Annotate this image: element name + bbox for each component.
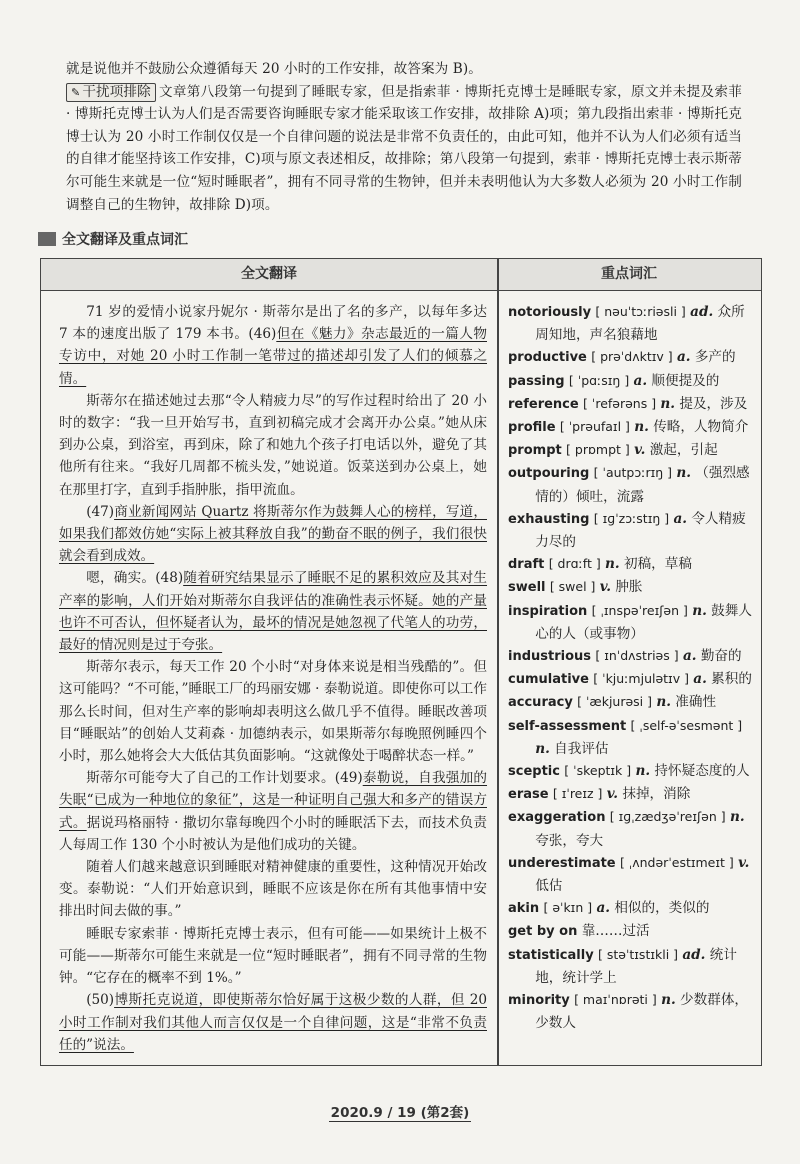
distractor-tag xyxy=(66,83,156,102)
vocab-word: outpouring xyxy=(508,466,590,482)
vocab-entry xyxy=(508,806,756,851)
vocab-definition: 多产的 xyxy=(694,349,736,366)
underlined-answer-46: 但在《魅力》杂志最近的一篇人物专访中，对她 20 小时工作制一笔带过的描述却引发了人们的倾慕之情。 xyxy=(59,326,487,387)
vocab-part-of-speech: v. xyxy=(606,786,619,803)
vocab-part-of-speech: a. xyxy=(676,349,691,366)
vocab-part-of-speech: n. xyxy=(656,694,671,711)
vocab-phonetic: [ nəuˈtɔːriəsli ] xyxy=(595,304,686,319)
vocab-phonetic: [ əˈkɪn ] xyxy=(543,900,593,916)
translation-column xyxy=(59,301,487,1056)
vocab-entry xyxy=(508,393,756,416)
table-header xyxy=(41,259,761,291)
vocab-definition: 传略，人物简介 xyxy=(653,419,749,436)
vocab-entry xyxy=(508,852,756,897)
vocab-phonetic: [ ˌʌndərˈestɪmeɪt ] xyxy=(619,854,734,870)
vocab-definition: 低估 xyxy=(535,878,563,895)
vocab-entry xyxy=(508,508,756,553)
vocab-word: sceptic xyxy=(508,764,560,780)
section-header xyxy=(38,229,188,249)
vocab-phonetic: [ drɑːft ] xyxy=(548,556,601,572)
answer-conclusion: 就是说他并不鼓励公众遵循每天 20 小时的工作安排，故答案为 B)。 xyxy=(66,61,482,77)
vocab-part-of-speech: ad. xyxy=(690,304,714,320)
vocab-definition: （强烈感情的）倾吐，流露 xyxy=(535,465,750,505)
translation-paragraph-2: 斯蒂尔在描述她过去那“令人精疲力尽”的写作过程时给出了 20 小时的数字：“我一旦开始写书，直到初稿完成才会离开办公桌。”她从床到办公桌，到浴室，再到床，除了和她九个孩子打电话以外，避免了其他所有往来。“我好几周都不梳头发，”她说道。饭菜送到办公桌上，她在那里打字，直到手指肿胀，指甲流血。 xyxy=(59,392,487,498)
vocab-phonetic: [ ˈprəufaɪl ] xyxy=(559,419,630,435)
vocab-word: notoriously xyxy=(508,305,592,320)
vocab-word: inspiration xyxy=(508,603,588,619)
vocab-definition: 统计地，统计学上 xyxy=(535,946,737,986)
vocab-word: erase xyxy=(508,787,549,803)
vocab-part-of-speech: a. xyxy=(693,671,707,688)
underlined-answer-47: 商业新闻网站 Quartz 将斯蒂尔作为鼓舞人心的榜样，写道，如果我们都效仿她“实际上被其释放自我”的勤奋不眠的例子，我们很快就会看到成效。 xyxy=(59,503,487,565)
underlined-answer-50: 博斯托克说道，即使斯蒂尔恰好属于这极少数的人群，但 20 小时工作制对我们其他人而言仅仅是一个自律问题，这是“非常不负责任的”说法。 xyxy=(59,992,487,1053)
vocab-definition: 初稿，草稿 xyxy=(623,556,692,573)
vocab-entry xyxy=(508,576,756,599)
header-translation: 全文翻译 xyxy=(241,266,297,282)
vocab-definition: 提及，涉及 xyxy=(679,395,748,412)
translation-paragraph-6 xyxy=(59,767,487,856)
translation-vocab-table xyxy=(40,258,762,1066)
vocab-part-of-speech: v. xyxy=(738,854,750,871)
vocab-word: exhausting xyxy=(508,511,590,527)
vocab-definition: 少数群体，少数人 xyxy=(535,992,749,1032)
explanation-block xyxy=(66,58,742,216)
vocab-entry xyxy=(508,691,756,714)
vocab-definition: 累积的 xyxy=(711,671,752,688)
vocab-part-of-speech: a. xyxy=(682,648,697,665)
vocab-part-of-speech: a. xyxy=(596,900,610,917)
vocab-entry xyxy=(508,783,756,806)
translation-text: 斯蒂尔可能夸大了自己的工作计划要求。(49) xyxy=(86,770,363,787)
vocab-word: akin xyxy=(508,901,540,917)
vocab-part-of-speech: n. xyxy=(634,419,649,436)
page-footer xyxy=(0,1101,800,1121)
translation-text: 据说玛格丽特 · 撒切尔靠每晚四个小时的睡眠活下去，而技术负责人每周工作 130 个小时被认为是他们成功的关键。 xyxy=(59,814,487,853)
vocab-entry xyxy=(508,897,756,920)
vocab-definition: 相似的，类似的 xyxy=(614,900,710,917)
vocab-entry xyxy=(508,989,756,1034)
vocab-phonetic: [ swel ] xyxy=(549,579,596,595)
vocab-definition: 鼓舞人心的人（或事物） xyxy=(535,602,752,642)
vocab-part-of-speech: a. xyxy=(673,510,687,527)
translation-paragraph-1 xyxy=(59,301,487,390)
vocab-entry xyxy=(508,439,756,462)
translation-paragraph-4 xyxy=(59,567,487,656)
vocab-entry xyxy=(508,920,756,943)
vocab-part-of-speech: v. xyxy=(599,579,612,596)
vocab-word: accuracy xyxy=(508,695,573,711)
vocab-phonetic: [ ˌself-əˈsesmənt ] xyxy=(630,717,743,733)
vocab-definition: 自我评估 xyxy=(554,740,609,757)
vocab-part-of-speech: a. xyxy=(633,372,648,389)
vocab-entry xyxy=(508,301,756,346)
column-divider xyxy=(497,259,499,1065)
vocab-definition: 顺便提及的 xyxy=(651,372,720,389)
vocab-part-of-speech: n. xyxy=(635,763,651,780)
vocab-phonetic: [ ˌɪnspəˈreɪʃən ] xyxy=(591,602,688,618)
translation-paragraph-8: 睡眠专家索菲 · 博斯托克博士表示，但有可能——如果统计上极不可能——斯蒂尔可能生来就是一位“短时睡眠者”，拥有不同寻常的生物钟。“它存在的概率不到 1%。” xyxy=(59,925,487,987)
vocab-entry xyxy=(508,668,756,691)
vocab-definition: 靠……过活 xyxy=(581,923,650,940)
vocab-phonetic: [ prəˈdʌktɪv ] xyxy=(591,349,673,365)
vocab-phonetic: [ ɪnˈdʌstriəs ] xyxy=(595,648,679,664)
vocab-entry xyxy=(508,370,756,393)
vocab-part-of-speech: n. xyxy=(535,740,550,757)
question-number-47: (47) xyxy=(86,503,115,520)
vocab-entry xyxy=(508,760,756,783)
vocab-part-of-speech: n. xyxy=(692,602,707,619)
translation-text: 嗯，确实。(48) xyxy=(86,570,184,587)
vocab-word: passing xyxy=(508,373,565,389)
vocab-entry xyxy=(508,715,756,760)
vocab-word: cumulative xyxy=(508,672,589,688)
vocab-word: self-assessment xyxy=(508,718,627,734)
vocab-definition: 准确性 xyxy=(675,694,717,711)
vocab-phonetic: [ stəˈtɪstɪkli ] xyxy=(598,946,679,962)
vocab-entry xyxy=(508,600,756,645)
pencil-icon: ✎ xyxy=(71,85,81,99)
vocab-definition: 抹掉，消除 xyxy=(622,786,691,803)
vocab-part-of-speech: n. xyxy=(660,395,676,412)
translation-paragraph-5: 斯蒂尔表示，每天工作 20 个小时“对身体来说是相当残酷的”。但这可能吗？“不可能，”睡眠工厂的玛丽安娜 · 泰勒说道。即使你可以工作那么长时间，但对生产率的影响却表明这么做几乎不值得。睡眠改善项目“睡眠站”的创始人艾莉森 · 加德纳表示，如果斯蒂尔每晚照例睡四个小时，那么她将会大大低估其负面影响。“这就像处于喝醉状态一样。” xyxy=(59,659,487,765)
vocab-phonetic: [ ˈækjurəsi ] xyxy=(577,694,653,710)
vocab-entry xyxy=(508,462,756,507)
section-header-icon xyxy=(38,232,56,246)
vocab-phonetic: [ ˈkjuːmjulətɪv ] xyxy=(593,671,689,687)
page-number: 2020.9 / 19 (第2套) xyxy=(330,1105,470,1121)
vocab-word: minority xyxy=(508,993,570,1009)
translation-paragraph-9 xyxy=(59,989,487,1056)
distractor-paragraph xyxy=(66,81,742,217)
vocab-part-of-speech: v. xyxy=(634,442,646,459)
vocab-word: profile xyxy=(508,420,556,436)
distractor-text: 文章第八段第一句提到了睡眠专家，但是指索菲 · 博斯托克博士是睡眠专家，原文并未提及索菲 · 博斯托克博士认为人们是否需要咨询睡眠专家才能采取该工作安排，故排除 A)项；第九段指出索菲 · 博斯托克博士认为 20 小时工作制仅仅是一个自律问题的说法是非常不负责任的，由此可知，他并不认为人们必须有适当的自律才能坚持该工作安排，C)项与原文表述相反，故排除；第八段第一句提到，索菲 · 博斯托克博士表示斯蒂尔可能生来就是一位“短时睡眠者”，拥有不同寻常的生物钟，但并未表明他认为大多数人必须为 20 小时工作制调整自己的生物钟，故排除 D)项。 xyxy=(66,83,742,213)
vocab-part-of-speech: ad. xyxy=(682,946,706,963)
vocab-definition: 令人精疲力尽的 xyxy=(535,510,746,551)
vocab-phonetic: [ ˈrefərəns ] xyxy=(583,395,657,411)
vocab-phonetic: [ ˈpɑːsɪŋ ] xyxy=(568,372,630,388)
vocab-word: prompt xyxy=(508,443,562,459)
question-number-50: (50) xyxy=(86,992,115,1009)
vocab-phonetic: [ ɪˈreɪz ] xyxy=(552,786,603,802)
vocabulary-column xyxy=(508,301,756,1035)
vocab-word: draft xyxy=(508,557,545,573)
vocab-definition: 众所周知地，声名狼藉地 xyxy=(535,304,745,344)
vocab-part-of-speech: n. xyxy=(729,809,745,826)
vocab-entry xyxy=(508,346,756,369)
vocab-definition: 持怀疑态度的人 xyxy=(654,763,750,780)
vocab-part-of-speech: n. xyxy=(676,465,691,482)
underlined-answer-48: 随着研究结果显示了睡眠不足的累积效应及其对生产率的影响，人们开始对斯蒂尔自我评估的准确性表示怀疑。她的产量也许不可否认，但怀疑者认为，最坏的情况是她忽视了代笔人的功劳，最好的情况则是过于夸张。 xyxy=(59,570,488,654)
vocab-entry xyxy=(508,645,756,668)
vocab-definition: 夸张，夸大 xyxy=(535,832,604,849)
vocab-phonetic: [ maɪˈnɒrəti ] xyxy=(574,992,657,1008)
vocab-part-of-speech: n. xyxy=(661,992,676,1009)
underlined-answer-49: 泰勒说，自我强加的失眠“已成为一种地位的象征”，这是一种证明自己强大和多产的错误方式。 xyxy=(59,770,488,831)
vocab-word: reference xyxy=(508,396,579,412)
vocab-phonetic: [ prɒmpt ] xyxy=(566,442,630,458)
vocab-phonetic: [ ɪɡˈzɔːstɪŋ ] xyxy=(593,510,670,526)
vocab-definition: 勤奋的 xyxy=(700,648,742,665)
vocab-phonetic: [ ˈautpɔːrɪŋ ] xyxy=(593,465,672,481)
vocab-word: statistically xyxy=(508,947,594,963)
vocab-entry xyxy=(508,944,756,989)
vocab-word: underestimate xyxy=(508,855,616,871)
translation-text: 71 岁的爱情小说家丹妮尔 · 斯蒂尔是出了名的多产，以每年多达 7 本的速度出版了 179 本书。(46) xyxy=(59,304,487,343)
translation-paragraph-3 xyxy=(59,501,487,568)
vocab-word: exaggeration xyxy=(508,810,606,826)
header-vocabulary: 重点词汇 xyxy=(601,266,657,282)
vocab-part-of-speech: n. xyxy=(605,556,620,573)
vocab-definition: 肿胀 xyxy=(615,579,643,596)
translation-paragraph-7: 随着人们越来越意识到睡眠对精神健康的重要性，这种情况开始改变。泰勒说：“人们开始意识到，睡眠不应该是你在所有其他事情中安排出时间去做的事。” xyxy=(59,859,487,920)
vocab-phonetic: [ ˈskeptɪk ] xyxy=(564,763,632,779)
vocab-word: productive xyxy=(508,350,587,366)
vocab-entry xyxy=(508,553,756,576)
distractor-tag-label: 干扰项排除 xyxy=(82,83,151,100)
vocab-word: industrious xyxy=(508,649,592,665)
section-title: 全文翻译及重点词汇 xyxy=(62,232,188,248)
vocab-word: swell xyxy=(508,580,546,596)
vocab-definition: 激起，引起 xyxy=(649,442,718,459)
vocab-word: get by on xyxy=(508,924,578,940)
vocab-phonetic: [ ɪɡˌzædʒəˈreɪʃən ] xyxy=(609,809,726,825)
vocab-entry xyxy=(508,416,756,439)
